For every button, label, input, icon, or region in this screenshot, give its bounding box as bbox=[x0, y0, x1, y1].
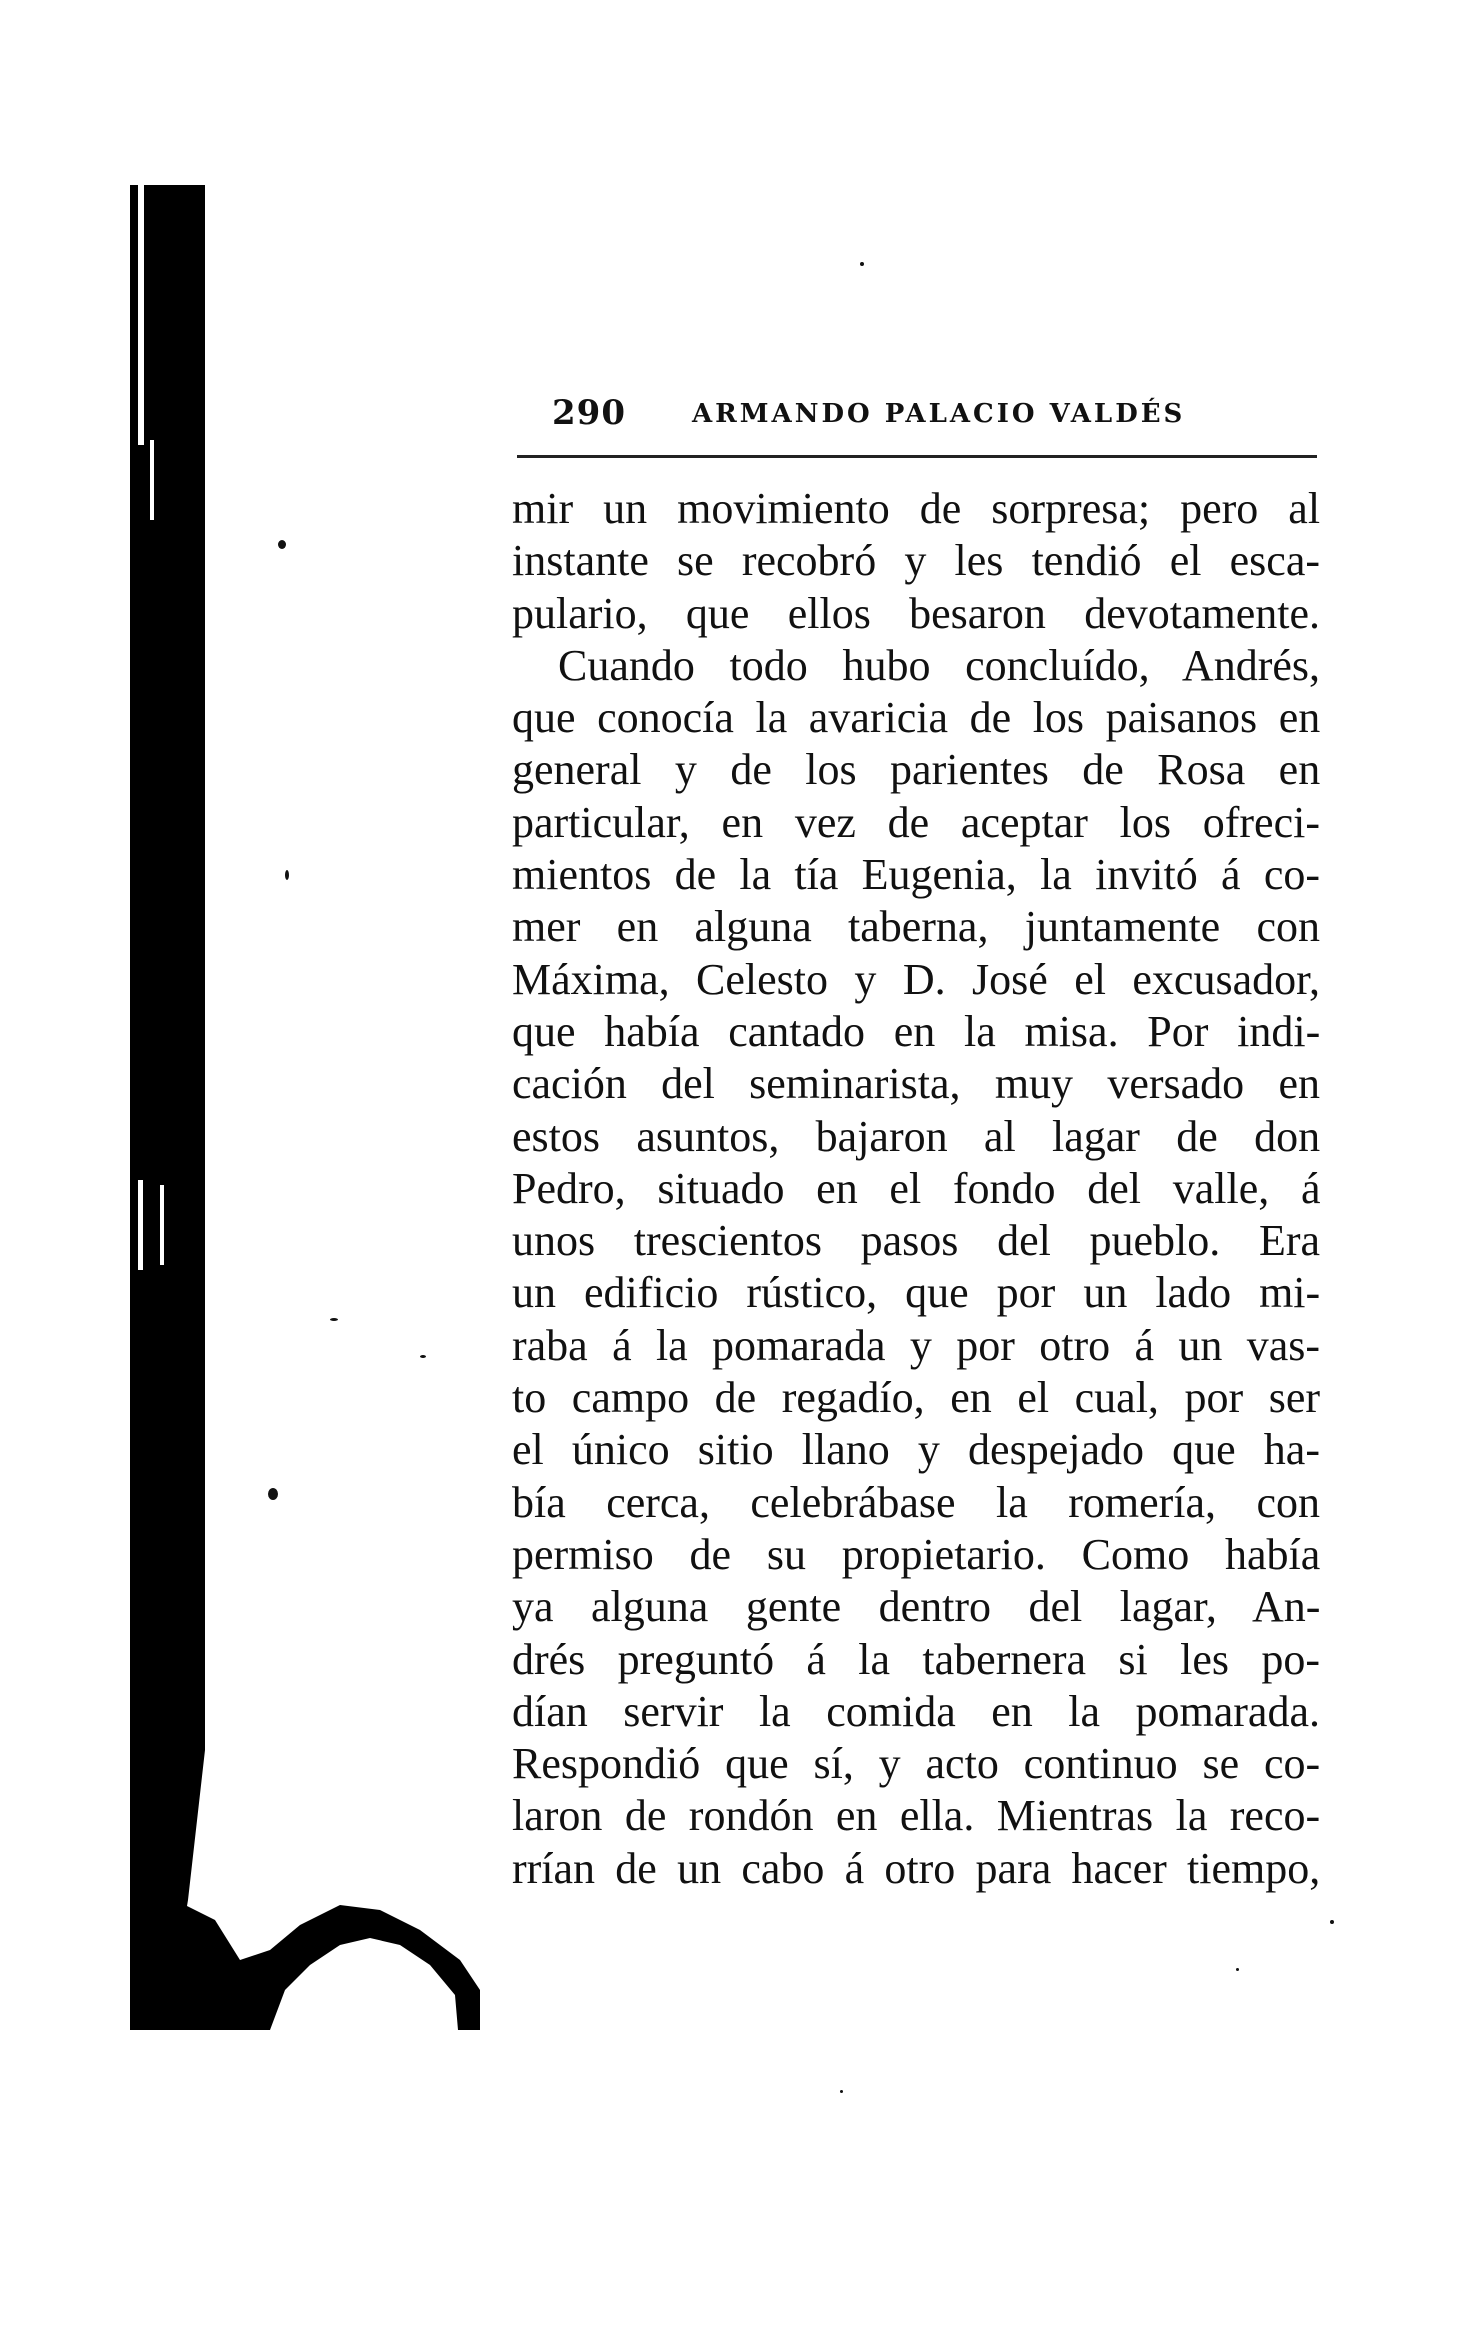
scan-speck bbox=[1236, 1968, 1239, 1971]
scan-speck bbox=[860, 262, 864, 266]
text-line: un edificio rústico, que por un lado mi- bbox=[512, 1268, 1321, 1318]
scan-speck bbox=[278, 540, 286, 549]
text-line: rrían de un cabo á otro para hacer tiempo, bbox=[512, 1843, 1321, 1893]
text-line: laron de rondón en ella. Mientras la reco- bbox=[512, 1791, 1321, 1841]
text-line: general y de los parientes de Rosa en bbox=[512, 745, 1321, 795]
text-line: drés preguntó á la tabernera si les po- bbox=[512, 1634, 1320, 1684]
text-line: el único sitio llano y despejado que ha- bbox=[512, 1425, 1320, 1475]
text-line: particular, en vez de aceptar los ofreci- bbox=[512, 797, 1320, 847]
text-line: estos asuntos, bajaron al lagar de don bbox=[512, 1111, 1321, 1161]
text-line: mientos de la tía Eugenia, la invitó á co- bbox=[512, 850, 1320, 900]
text-line: ya alguna gente dentro del lagar, An- bbox=[512, 1582, 1321, 1632]
text-line: Cuando todo hubo concluído, Andrés, bbox=[558, 640, 1320, 690]
text-line: cación del seminarista, muy versado en bbox=[512, 1059, 1320, 1109]
body-text bbox=[512, 483, 1320, 1895]
text-line: to campo de regadío, en el cual, por ser bbox=[512, 1373, 1320, 1423]
header-rule bbox=[517, 455, 1317, 458]
scan-speck bbox=[1330, 1920, 1334, 1924]
scan-speck bbox=[330, 1318, 338, 1321]
scan-speck bbox=[285, 870, 289, 880]
scan-speck bbox=[840, 2090, 843, 2093]
text-line: raba á la pomarada y por otro á un vas- bbox=[512, 1320, 1320, 1370]
scan-speck bbox=[268, 1488, 278, 1500]
text-line: bía cerca, celebrábase la romería, con bbox=[512, 1477, 1320, 1527]
text-line: pulario, que ellos besaron devotamente. bbox=[512, 588, 1320, 638]
page-header bbox=[517, 383, 1317, 443]
page-number: 290 bbox=[552, 393, 626, 433]
text-line: mer en alguna taberna, juntamente con bbox=[512, 902, 1320, 952]
text-line: permiso de su propietario. Como había bbox=[512, 1529, 1321, 1579]
scan-speck bbox=[420, 1355, 426, 1358]
text-line: Máxima, Celesto y D. José el excusador, bbox=[512, 954, 1320, 1004]
text-line: que conocía la avaricia de los paisanos en bbox=[512, 693, 1321, 743]
text-line: mir un movimiento de sorpresa; pero al bbox=[512, 484, 1321, 533]
text-line: unos trescientos pasos del pueblo. Era bbox=[512, 1216, 1320, 1266]
text-line: instante se recobró y les tendió el esca- bbox=[512, 536, 1320, 586]
text-line: Pedro, situado en el fondo del valle, á bbox=[512, 1163, 1321, 1213]
running-head: ARMANDO PALACIO VALDÉS bbox=[692, 399, 1186, 429]
text-line: Respondió que sí, y acto continuo se co- bbox=[512, 1739, 1321, 1789]
text-line: dían servir la comida en la pomarada. bbox=[512, 1686, 1320, 1736]
text-line: que había cantado en la misa. Por indi- bbox=[512, 1006, 1321, 1056]
